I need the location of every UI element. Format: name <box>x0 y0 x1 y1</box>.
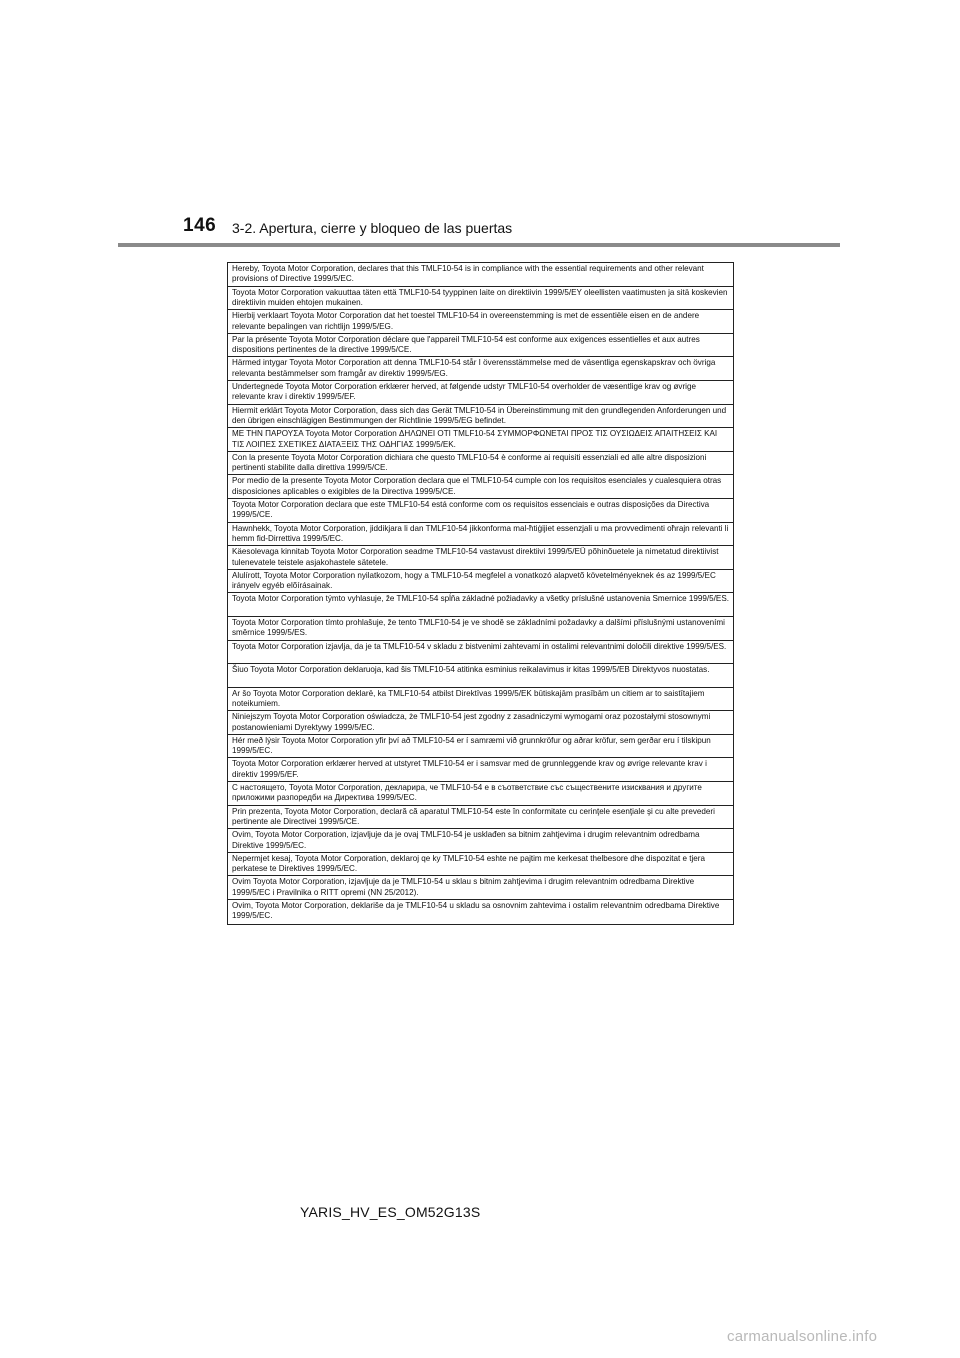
declaration-row-greek: ΜΕ ΤΗΝ ΠΑΡΟΥΣΑ Toyota Motor Corporation ΔΗΛΩΝΕΙ ΟΤΙ TMLF10-54 ΣΥΜΜΟΡΦΩΝΕΤΑΙ ΠΡΟΣ ΤΙΣ ΟΥΣΙΩΔΕΙΣ ΑΠΑΙΤΗΣΕΙΣ ΚΑΙ ΤΙΣ ΛΟΙΠΕΣ ΣΧΕΤΙΚΕΣ ΔΙΑΤΑΞΕΙΣ ΤΗΣ ΟΔΗΓΙΑΣ 1999/5/ΕΚ. <box>228 428 733 452</box>
declaration-row-romanian: Prin prezenta, Toyota Motor Corporation, declară că aparatul TMLF10-54 este în conformitate cu cerinţele esenţiale şi cu alte prevederi pertinente ale Directivei 1999/5/CE. <box>228 806 733 830</box>
declaration-row-hungarian: Alulírott, Toyota Motor Corporation nyilatkozom, hogy a TMLF10-54 megfelel a vonatkozó alapvetõ követelményeknek és az 1999/5/EC irányelv egyéb elõírásainak. <box>228 570 733 594</box>
declaration-row-german: Hiermit erklärt Toyota Motor Corporation, dass sich das Gerät TMLF10-54 in Übereinstimmung mit den grundlegenden Anforderungen und den übrigen einschlägigen Bestimmungen der Richtlinie 1999/5/EG befindet. <box>228 405 733 429</box>
declaration-row-bulgarian: С настоящето, Toyota Motor Corporation, декларира, че TMLF10-54 е в съответствие със съществените изисквания и другите приложими разпоредби на Директива 1999/5/EC. <box>228 782 733 806</box>
page-number: 146 <box>183 215 217 236</box>
declaration-row-latvian: Ar šo Toyota Motor Corporation deklarē, ka TMLF10-54 atbilst Direktīvas 1999/5/EK būtiskajām prasībām un citiem ar to saistītajiem noteikumiem. <box>228 688 733 712</box>
declaration-row-slovak: Toyota Motor Corporation týmto vyhlasuje, že TMLF10-54 spĺňa základné požiadavky a všetky príslušné ustanovenia Smernice 1999/5/ES. <box>228 593 733 617</box>
section-title: 3-2. Apertura, cierre y bloqueo de las puertas <box>232 220 513 236</box>
declaration-row-portuguese: Toyota Motor Corporation declara que este TMLF10-54 está conforme com os requisitos essenciais e outras disposições da Directiva 1999/5/CE. <box>228 499 733 523</box>
document-code: YARIS_HV_ES_OM52G13S <box>300 1204 481 1220</box>
declaration-row-serbian: Ovim, Toyota Motor Corporation, deklariše da je TMLF10-54 u skladu sa osnovnim zahtevima i ostalim relevantnim odredbama Direktive 1999/5/EC. <box>232 901 720 921</box>
declaration-row-english: Hereby, Toyota Motor Corporation, declares that this TMLF10-54 is in compliance with the essential requirements and other relevant provisions of Directive 1999/5/EC. <box>228 263 733 287</box>
declaration-row-polish: Niniejszym Toyota Motor Corporation oświadcza, że TMLF10-54 jest zgodny z zasadniczymi wymogami oraz pozostałymi stosownymi postanowieniami Dyrektywy 1999/5/EC. <box>228 711 733 735</box>
declaration-row-italian: Con la presente Toyota Motor Corporation dichiara che questo TMLF10-54 è conforme ai requisiti essenziali ed alle altre disposizioni pertinenti stabilite dalla direttiva 1999/5/CE. <box>228 452 733 476</box>
header-divider <box>118 243 840 247</box>
watermark: carmanualsonline.info <box>727 1328 878 1345</box>
declaration-row-czech: Toyota Motor Corporation tímto prohlašuje, že tento TMLF10-54 je ve shodě se základními požadavky a dalšími příslušnými ustanoveními směrnice 1999/5/ES. <box>228 617 733 641</box>
declaration-row-croatian: Ovim Toyota Motor Corporation, izjavljuje da je TMLF10-54 u sklau s bitnim zahtjevima i drugim relevantnim odredbama Direktive 1999/5/EC i Pravilnika o RITT opremi (NN 25/2012). <box>228 876 733 900</box>
declaration-row-estonian: Käesolevaga kinnitab Toyota Motor Corporation seadme TMLF10-54 vastavust direktiivi 1999/5/EÜ põhinõuetele ja nimetatud direktiivist tulenevatele teistele asjakohastele sätetele. <box>228 546 733 570</box>
declaration-row-maltese: Hawnhekk, Toyota Motor Corporation, jiddikjara li dan TMLF10-54 jikkonforma mal-ħtiġijiet essenzjali u ma provvedimenti oħrajn relevanti li hemm fid-Dirrettiva 1999/5/EC. <box>228 523 733 547</box>
declaration-row-bosnian: Ovim, Toyota Motor Corporation, izjavljuje da je ovaj TMLF10-54 je usklađen sa bitnim zahtjevima i drugim relevantnim odredbama Direktive 1999/5/EC. <box>228 829 733 853</box>
declaration-row-dutch: Hierbij verklaart Toyota Motor Corporation dat het toestel TMLF10-54 in overeenstemming is met de essentiële eisen en de andere relevante bepalingen van richtlijn 1999/5/EG. <box>228 310 733 334</box>
declaration-table <box>227 262 734 925</box>
declaration-row-lithuanian: Šiuo Toyota Motor Corporation deklaruoja, kad šis TMLF10-54 atitinka esminius reikalavimus ir kitas 1999/5/EB Direktyvos nuostatas. <box>228 664 733 688</box>
declaration-row-albanian: Nepermjet kesaj, Toyota Motor Corporation, deklaroj qe ky TMLF10-54 eshte ne pajtim me kerkesat thelbesore dhe dispozitat e tjera perkatese te Direktives 1999/5/EC. <box>228 853 733 877</box>
declaration-row-swedish: Härmed intygar Toyota Motor Corporation att denna TMLF10-54 står I överensstämmelse med de väsentliga egenskapskrav och övriga relevanta bestämmelser som framgår av direktiv 1999/5/EG. <box>228 357 733 381</box>
declaration-row-danish: Undertegnede Toyota Motor Corporation erklærer herved, at følgende udstyr TMLF10-54 overholder de væsentlige krav og øvrige relevante krav i direktiv 1999/5/EF. <box>228 381 733 405</box>
declaration-row-french: Par la présente Toyota Motor Corporation déclare que l'appareil TMLF10-54 est conforme aux exigences essentielles et aux autres dispositions pertinentes de la directive 1999/5/CE. <box>228 334 733 358</box>
declaration-row-finnish: Toyota Motor Corporation vakuuttaa täten että TMLF10-54 tyyppinen laite on direktiivin 1999/5/EY oleellisten vaatimusten ja sitä koskevien direktiivin muiden ehtojen mukainen. <box>228 287 733 311</box>
declaration-row-slovenian: Toyota Motor Corporation izjavlja, da je ta TMLF10-54 v skladu z bistvenimi zahtevami in ostalimi relevantnimi določili direktive 1999/5/ES. <box>228 641 733 665</box>
declaration-row-norwegian: Toyota Motor Corporation erklærer herved at utstyret TMLF10-54 er i samsvar med de grunnleggende krav og øvrige relevante krav i direktiv 1999/5/EF. <box>228 758 733 782</box>
declaration-row-icelandic: Hér með lýsir Toyota Motor Corporation yfir því að TMLF10-54 er í samræmi við grunnkröfur og aðrar kröfur, sem gerðar eru í tilskipun 1999/5/EC. <box>228 735 733 759</box>
declaration-row-spanish: Por medio de la presente Toyota Motor Corporation declara que el TMLF10-54 cumple con los requisitos esenciales y cualesquiera otras disposiciones aplicables o exigibles de la Directiva 1999/5/CE. <box>228 475 733 499</box>
